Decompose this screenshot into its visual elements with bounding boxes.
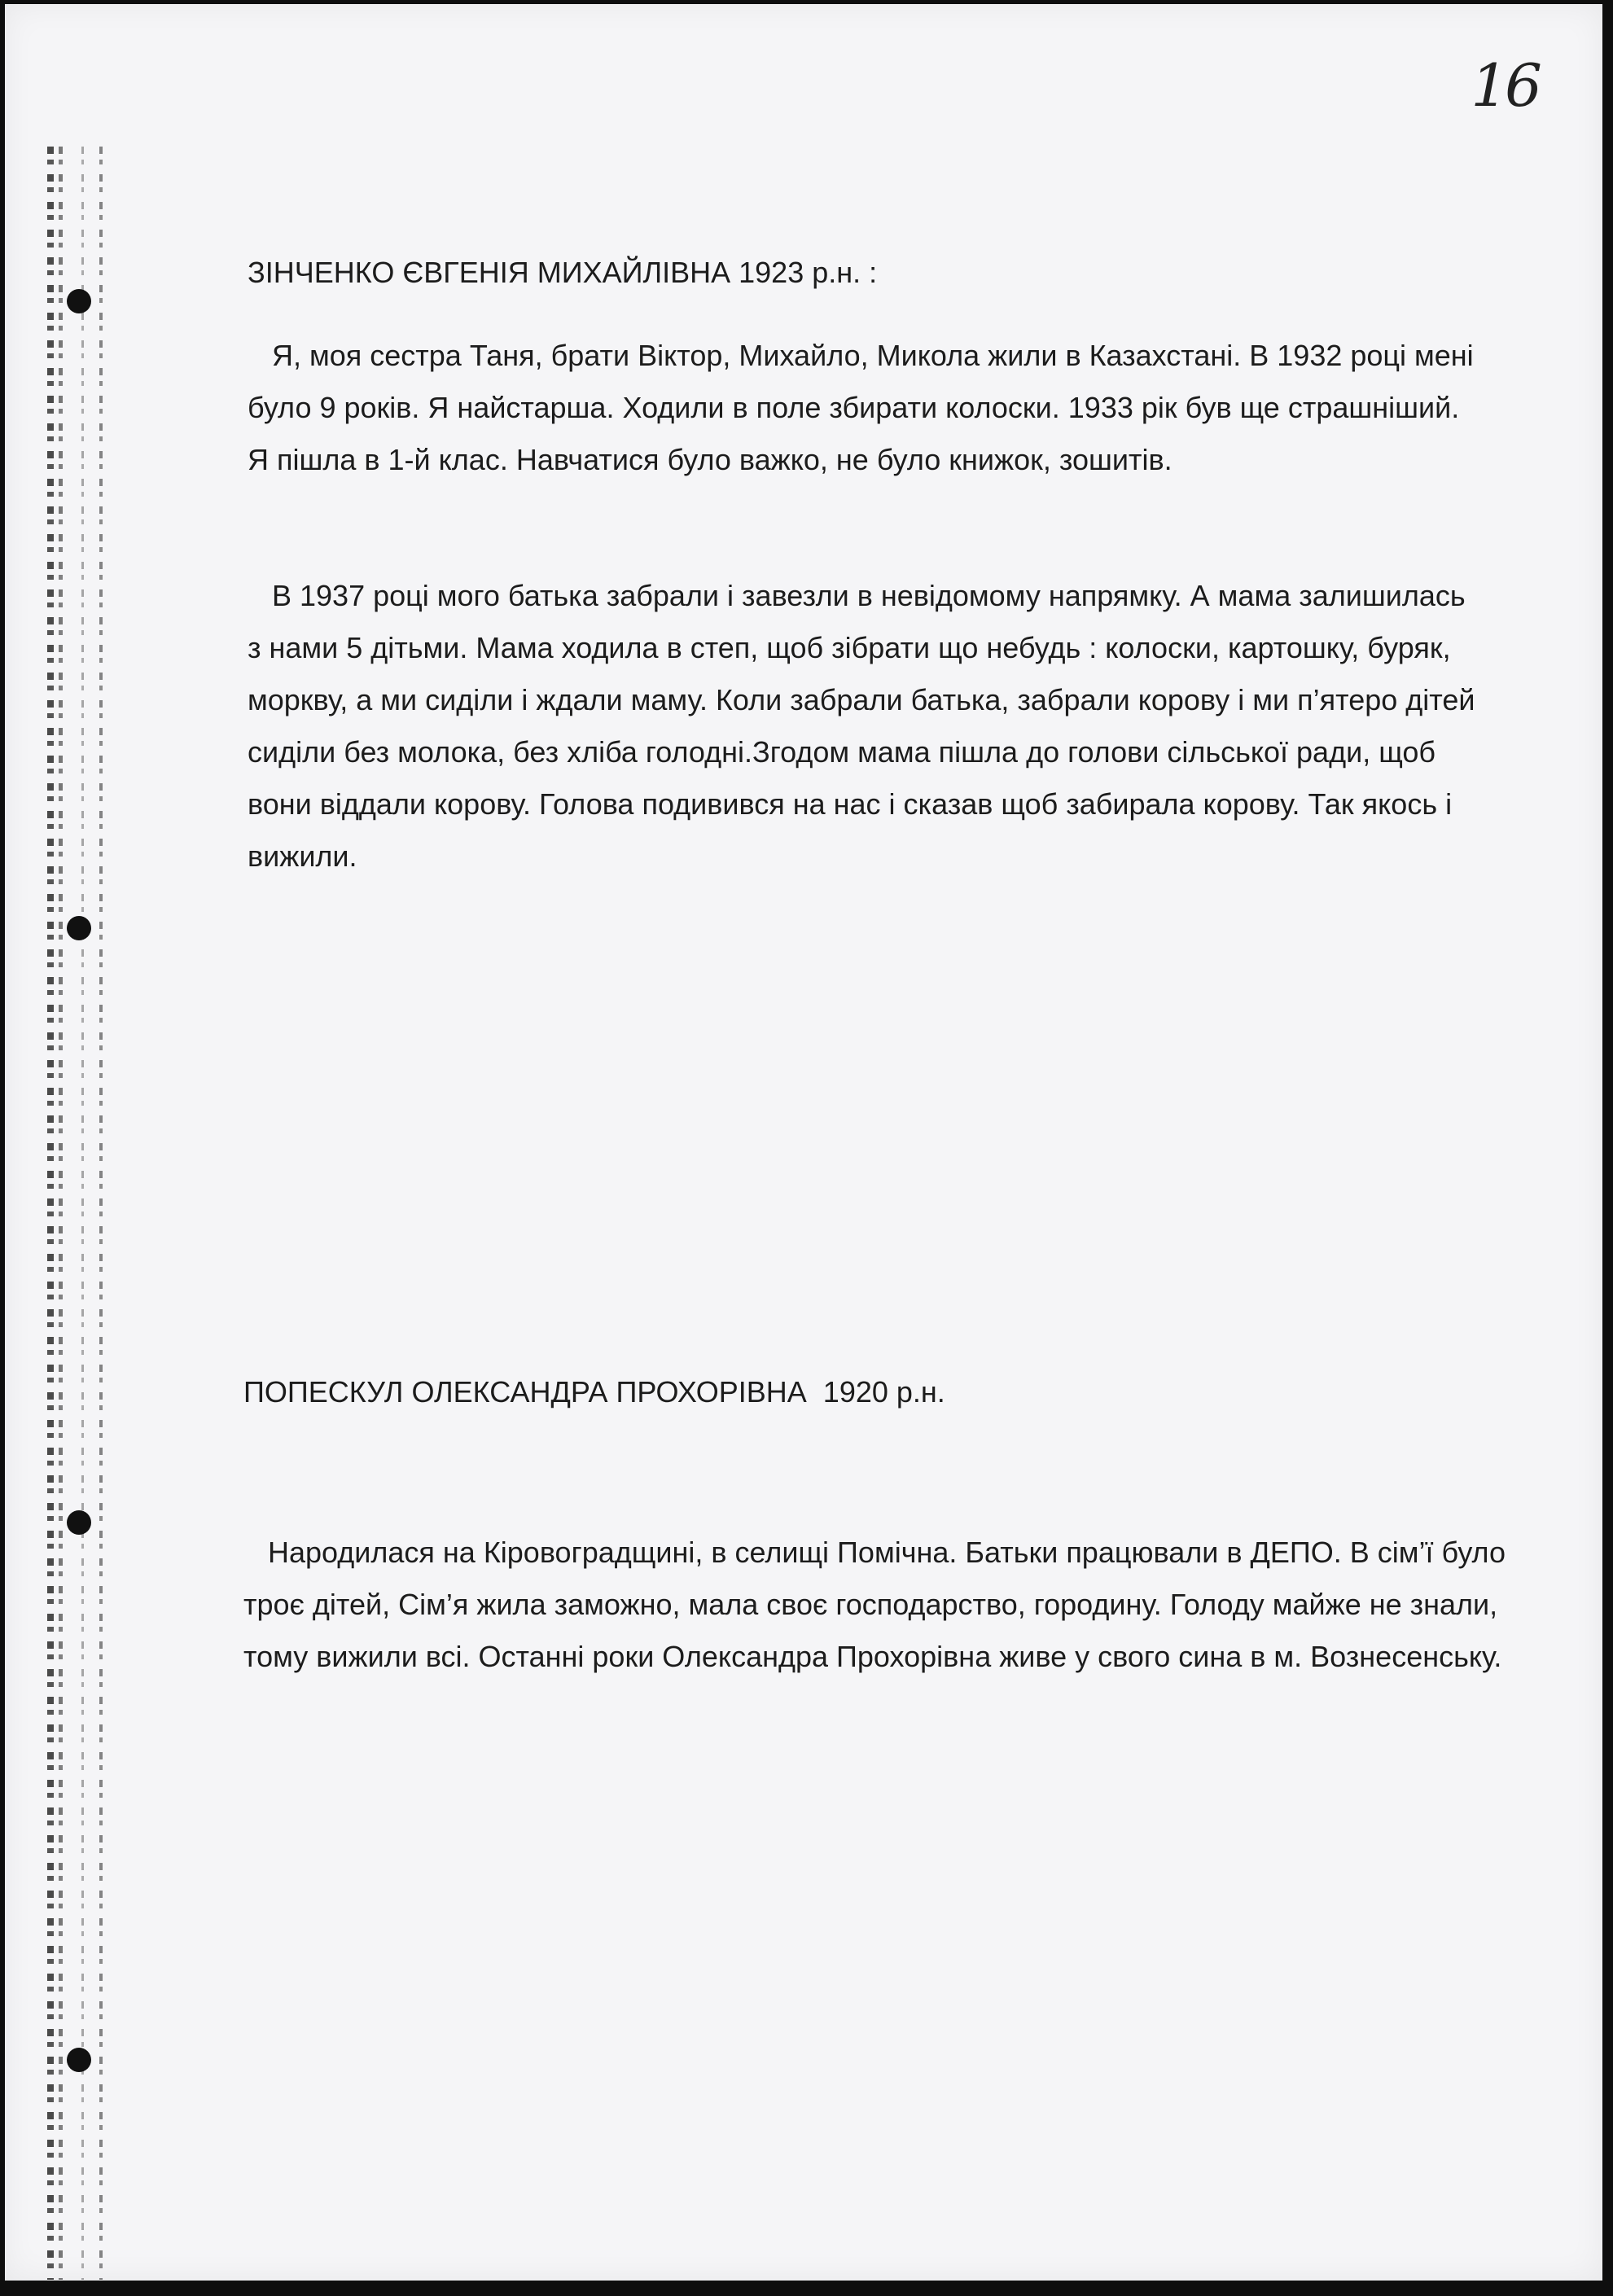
section-paragraph: Я, моя сестра Таня, брати Віктор, Михайло, Микола жили в Казахстані. В 1932 році мені було 9 років. Я найстарша. Ходили в поле збирати колоски. 1933 рік був ще страшніший. Я пішла в 1-й клас. Навчатися було важко, не було книжок, зошитів.: [248, 339, 1474, 476]
handwritten-page-number: 16: [1471, 51, 1539, 120]
punch-hole-icon: [67, 916, 91, 940]
section-paragraph: Народилася на Кіровоградщині, в селищі Помічна. Батьки працювали в ДЕПО. В сім’ї було троє дітей, Сім’я жила заможно, мала своє господарство, городину. Голоду майже не знали, тому вижили всі. Останні роки Олександра Прохорівна живе у свого сина в м. Вознесенську.: [243, 1536, 1506, 1673]
punch-hole-icon: [67, 2048, 91, 2072]
scan-artifact-strip: [99, 147, 103, 2280]
punch-hole-icon: [67, 1510, 91, 1535]
scan-artifact-strip: [59, 147, 63, 2280]
punch-hole-icon: [67, 289, 91, 313]
document-page: [5, 4, 1602, 2281]
binder-hole-margin: [46, 147, 111, 2280]
scan-artifact-strip: [47, 147, 54, 2280]
section-paragraph: В 1937 році мого батька забрали і завезли в невідомому напрямку. А мама залишилась з нами 5 дітьми. Мама ходила в степ, щоб зібрати що небудь : колоски, картошку, буряк, моркву, а ми сиділи і ждали маму. Коли забрали батька, забрали корову і ми п’ятеро дітей сиділи без молока, без хліба голодні.Згодом мама пішла до голови сільської ради, щоб вони віддали корову. Голова подивився на нас і сказав щоб забирала корову. Так якось і вижили.: [248, 579, 1475, 873]
scan-artifact-strip: [81, 147, 84, 2280]
section-heading: ПОПЕСКУЛ ОЛЕКСАНДРА ПРОХОРІВНА 1920 р.н.: [243, 1375, 945, 1409]
section-heading: ЗІНЧЕНКО ЄВГЕНІЯ МИХАЙЛІВНА 1923 р.н. :: [248, 256, 878, 289]
